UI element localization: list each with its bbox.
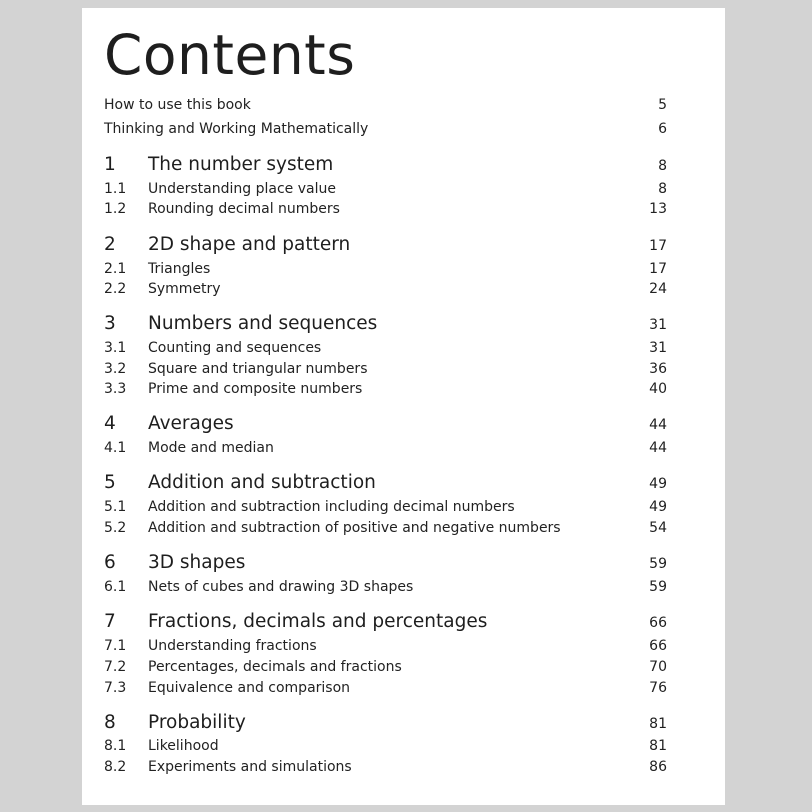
- chapter-title: Addition and subtraction: [148, 472, 376, 493]
- chapter-page-number: 81: [649, 716, 667, 732]
- intro-label: Thinking and Working Mathematically: [104, 121, 369, 137]
- section-number: 8.2: [104, 759, 127, 775]
- section-row-5-2[interactable]: [104, 520, 667, 542]
- section-row-2-1[interactable]: [104, 261, 667, 283]
- contents-page: [82, 8, 725, 805]
- chapter-row-4[interactable]: [104, 413, 667, 435]
- intro-row-how-to-use[interactable]: [104, 97, 667, 119]
- section-row-7-1[interactable]: [104, 638, 667, 660]
- section-title: Prime and composite numbers: [148, 381, 363, 397]
- section-number: 6.1: [104, 579, 127, 595]
- section-title: Counting and sequences: [148, 340, 322, 356]
- section-row-3-2[interactable]: [104, 361, 667, 383]
- chapter-row-1[interactable]: [104, 154, 667, 176]
- section-title: Symmetry: [148, 281, 221, 297]
- intro-page-number: 5: [658, 97, 667, 113]
- chapter-row-5[interactable]: [104, 472, 667, 494]
- chapter-number: 8: [104, 712, 116, 733]
- section-row-1-1[interactable]: [104, 181, 667, 203]
- section-title: Addition and subtraction of positive and negative numbers: [148, 520, 561, 536]
- section-page-number: 13: [649, 201, 667, 217]
- section-title: Percentages, decimals and fractions: [148, 659, 402, 675]
- section-row-7-3[interactable]: [104, 680, 667, 702]
- section-number: 3.1: [104, 340, 127, 356]
- section-title: Understanding place value: [148, 181, 336, 197]
- section-number: 7.3: [104, 680, 127, 696]
- section-number: 3.3: [104, 381, 127, 397]
- chapter-title: 2D shape and pattern: [148, 234, 351, 255]
- section-row-8-2[interactable]: [104, 759, 667, 781]
- section-number: 2.1: [104, 261, 127, 277]
- chapter-title: Fractions, decimals and percentages: [148, 611, 488, 632]
- section-page-number: 54: [649, 520, 667, 536]
- section-number: 5.1: [104, 499, 127, 515]
- chapter-page-number: 49: [649, 476, 667, 492]
- section-title: Likelihood: [148, 738, 219, 754]
- section-page-number: 31: [649, 340, 667, 356]
- section-row-4-1[interactable]: [104, 440, 667, 462]
- section-title: Experiments and simulations: [148, 759, 352, 775]
- section-row-3-3[interactable]: [104, 381, 667, 403]
- chapter-row-2[interactable]: [104, 234, 667, 256]
- section-number: 7.1: [104, 638, 127, 654]
- chapter-page-number: 31: [649, 317, 667, 333]
- section-page-number: 49: [649, 499, 667, 515]
- section-page-number: 59: [649, 579, 667, 595]
- chapter-number: 4: [104, 413, 116, 434]
- section-number: 2.2: [104, 281, 127, 297]
- chapter-title: Numbers and sequences: [148, 313, 378, 334]
- section-page-number: 36: [649, 361, 667, 377]
- section-page-number: 8: [658, 181, 667, 197]
- section-page-number: 24: [649, 281, 667, 297]
- section-row-1-2[interactable]: [104, 201, 667, 223]
- chapter-page-number: 44: [649, 417, 667, 433]
- section-number: 1.1: [104, 181, 127, 197]
- section-title: Triangles: [148, 261, 211, 277]
- chapter-page-number: 66: [649, 615, 667, 631]
- section-row-7-2[interactable]: [104, 659, 667, 681]
- chapter-number: 6: [104, 552, 116, 573]
- section-row-5-1[interactable]: [104, 499, 667, 521]
- section-number: 1.2: [104, 201, 127, 217]
- section-title: Addition and subtraction including decimal numbers: [148, 499, 515, 515]
- section-page-number: 40: [649, 381, 667, 397]
- section-title: Rounding decimal numbers: [148, 201, 340, 217]
- section-page-number: 81: [649, 738, 667, 754]
- section-page-number: 44: [649, 440, 667, 456]
- section-title: Nets of cubes and drawing 3D shapes: [148, 579, 414, 595]
- section-page-number: 70: [649, 659, 667, 675]
- section-page-number: 76: [649, 680, 667, 696]
- section-page-number: 17: [649, 261, 667, 277]
- intro-page-number: 6: [658, 121, 667, 137]
- chapter-page-number: 8: [658, 158, 667, 174]
- section-page-number: 86: [649, 759, 667, 775]
- section-title: Understanding fractions: [148, 638, 317, 654]
- section-row-2-2[interactable]: [104, 281, 667, 303]
- section-title: Square and triangular numbers: [148, 361, 368, 377]
- section-number: 3.2: [104, 361, 127, 377]
- section-page-number: 66: [649, 638, 667, 654]
- chapter-number: 2: [104, 234, 116, 255]
- chapter-title: The number system: [148, 154, 334, 175]
- page-title: Contents: [104, 23, 356, 87]
- section-number: 5.2: [104, 520, 127, 536]
- chapter-row-8[interactable]: [104, 712, 667, 734]
- section-number: 4.1: [104, 440, 127, 456]
- chapter-number: 1: [104, 154, 116, 175]
- chapter-row-7[interactable]: [104, 611, 667, 633]
- section-row-3-1[interactable]: [104, 340, 667, 362]
- chapter-number: 7: [104, 611, 116, 632]
- section-row-6-1[interactable]: [104, 579, 667, 601]
- intro-label: How to use this book: [104, 97, 251, 113]
- intro-row-thinking-working[interactable]: [104, 121, 667, 143]
- chapter-row-3[interactable]: [104, 313, 667, 335]
- section-number: 8.1: [104, 738, 127, 754]
- chapter-title: Averages: [148, 413, 234, 434]
- section-number: 7.2: [104, 659, 127, 675]
- chapter-title: Probability: [148, 712, 246, 733]
- chapter-row-6[interactable]: [104, 552, 667, 574]
- chapter-page-number: 59: [649, 556, 667, 572]
- section-title: Mode and median: [148, 440, 274, 456]
- chapter-number: 5: [104, 472, 116, 493]
- chapter-number: 3: [104, 313, 116, 334]
- section-title: Equivalence and comparison: [148, 680, 351, 696]
- section-row-8-1[interactable]: [104, 738, 667, 760]
- chapter-page-number: 17: [649, 238, 667, 254]
- chapter-title: 3D shapes: [148, 552, 246, 573]
